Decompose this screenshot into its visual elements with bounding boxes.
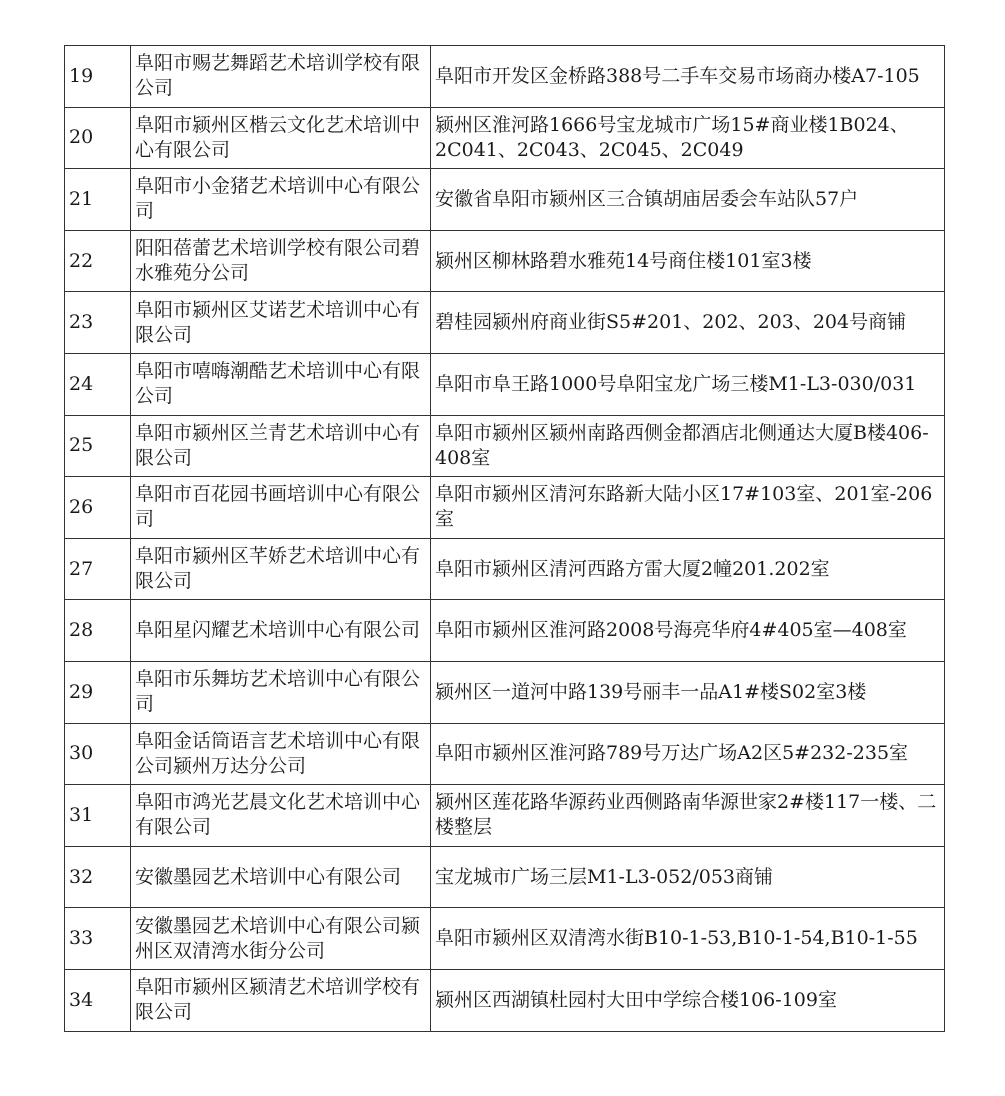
institution-name: 阜阳市颍州区颍清艺术培训学校有限公司 (131, 969, 431, 1031)
row-number: 22 (65, 230, 131, 292)
table-row (65, 46, 945, 108)
row-number: 31 (65, 785, 131, 847)
institution-address: 颍州区莲花路华源药业西侧路南华源世家2#楼117一楼、二楼整层 (431, 785, 945, 847)
table-row (65, 107, 945, 169)
institution-address: 宝龙城市广场三层M1-L3-052/053商铺 (431, 846, 945, 908)
institution-name: 阜阳市颍州区芊娇艺术培训中心有限公司 (131, 538, 431, 600)
table-row (65, 723, 945, 785)
table-row (65, 661, 945, 723)
institution-name: 阜阳市嘻嗨潮酷艺术培训中心有限公司 (131, 353, 431, 415)
institution-name: 阜阳金话筒语言艺术培训中心有限公司颍州万达分公司 (131, 723, 431, 785)
row-number: 20 (65, 107, 131, 169)
institution-address: 阜阳市颍州区颍州南路西侧金都酒店北侧通达大厦B楼406-408室 (431, 415, 945, 477)
institution-name: 阜阳市鸿光艺晨文化艺术培训中心有限公司 (131, 785, 431, 847)
row-number: 33 (65, 908, 131, 970)
institution-name: 安徽墨园艺术培训中心有限公司颍州区双清湾水街分公司 (131, 908, 431, 970)
table-row (65, 969, 945, 1031)
institution-address: 阜阳市阜王路1000号阜阳宝龙广场三楼M1-L3-030/031 (431, 353, 945, 415)
institution-name: 阜阳市百花园书画培训中心有限公司 (131, 477, 431, 539)
row-number: 28 (65, 600, 131, 662)
table-row (65, 353, 945, 415)
table-row (65, 785, 945, 847)
institution-name: 阜阳市小金猪艺术培训中心有限公司 (131, 169, 431, 231)
row-number: 26 (65, 477, 131, 539)
row-number: 23 (65, 292, 131, 354)
row-number: 29 (65, 661, 131, 723)
institution-address: 阜阳市颍州区淮河路789号万达广场A2区5#232-235室 (431, 723, 945, 785)
institution-address: 阜阳市颍州区清河西路方雷大厦2幢201.202室 (431, 538, 945, 600)
table-row (65, 477, 945, 539)
institution-name: 阜阳市颍州区楷云文化艺术培训中心有限公司 (131, 107, 431, 169)
institution-address: 阜阳市颍州区双清湾水街B10-1-53,B10-1-54,B10-1-55 (431, 908, 945, 970)
institution-address: 颍州区柳林路碧水雅苑14号商住楼101室3楼 (431, 230, 945, 292)
table-row (65, 415, 945, 477)
table-row (65, 538, 945, 600)
institution-address: 颍州区一道河中路139号丽丰一品A1#楼S02室3楼 (431, 661, 945, 723)
row-number: 19 (65, 46, 131, 108)
row-number: 32 (65, 846, 131, 908)
row-number: 21 (65, 169, 131, 231)
institution-name: 阜阳市颍州区艾诺艺术培训中心有限公司 (131, 292, 431, 354)
row-number: 27 (65, 538, 131, 600)
institution-address: 碧桂园颍州府商业街S5#201、202、203、204号商铺 (431, 292, 945, 354)
table-row (65, 169, 945, 231)
table-row (65, 230, 945, 292)
institution-address: 安徽省阜阳市颍州区三合镇胡庙居委会车站队57户 (431, 169, 945, 231)
institution-name: 阜阳市赐艺舞蹈艺术培训学校有限公司 (131, 46, 431, 108)
training-institution-table (64, 45, 945, 1032)
row-number: 24 (65, 353, 131, 415)
table-row (65, 908, 945, 970)
institution-name: 阜阳市颍州区兰青艺术培训中心有限公司 (131, 415, 431, 477)
institution-address: 颍州区西湖镇杜园村大田中学综合楼106-109室 (431, 969, 945, 1031)
row-number: 25 (65, 415, 131, 477)
institution-name: 阳阳蓓蕾艺术培训学校有限公司碧水雅苑分公司 (131, 230, 431, 292)
institution-name: 阜阳星闪耀艺术培训中心有限公司 (131, 600, 431, 662)
row-number: 30 (65, 723, 131, 785)
institution-address: 阜阳市颍州区淮河路2008号海亮华府4#405室—408室 (431, 600, 945, 662)
table-row (65, 600, 945, 662)
institution-name: 阜阳市乐舞坊艺术培训中心有限公司 (131, 661, 431, 723)
institution-address: 阜阳市开发区金桥路388号二手车交易市场商办楼A7-105 (431, 46, 945, 108)
table-row (65, 292, 945, 354)
table-row (65, 846, 945, 908)
institution-name: 安徽墨园艺术培训中心有限公司 (131, 846, 431, 908)
row-number: 34 (65, 969, 131, 1031)
institution-address: 阜阳市颍州区清河东路新大陆小区17#103室、201室-206室 (431, 477, 945, 539)
institution-address: 颍州区淮河路1666号宝龙城市广场15#商业楼1B024、2C041、2C043、2C045、2C049 (431, 107, 945, 169)
